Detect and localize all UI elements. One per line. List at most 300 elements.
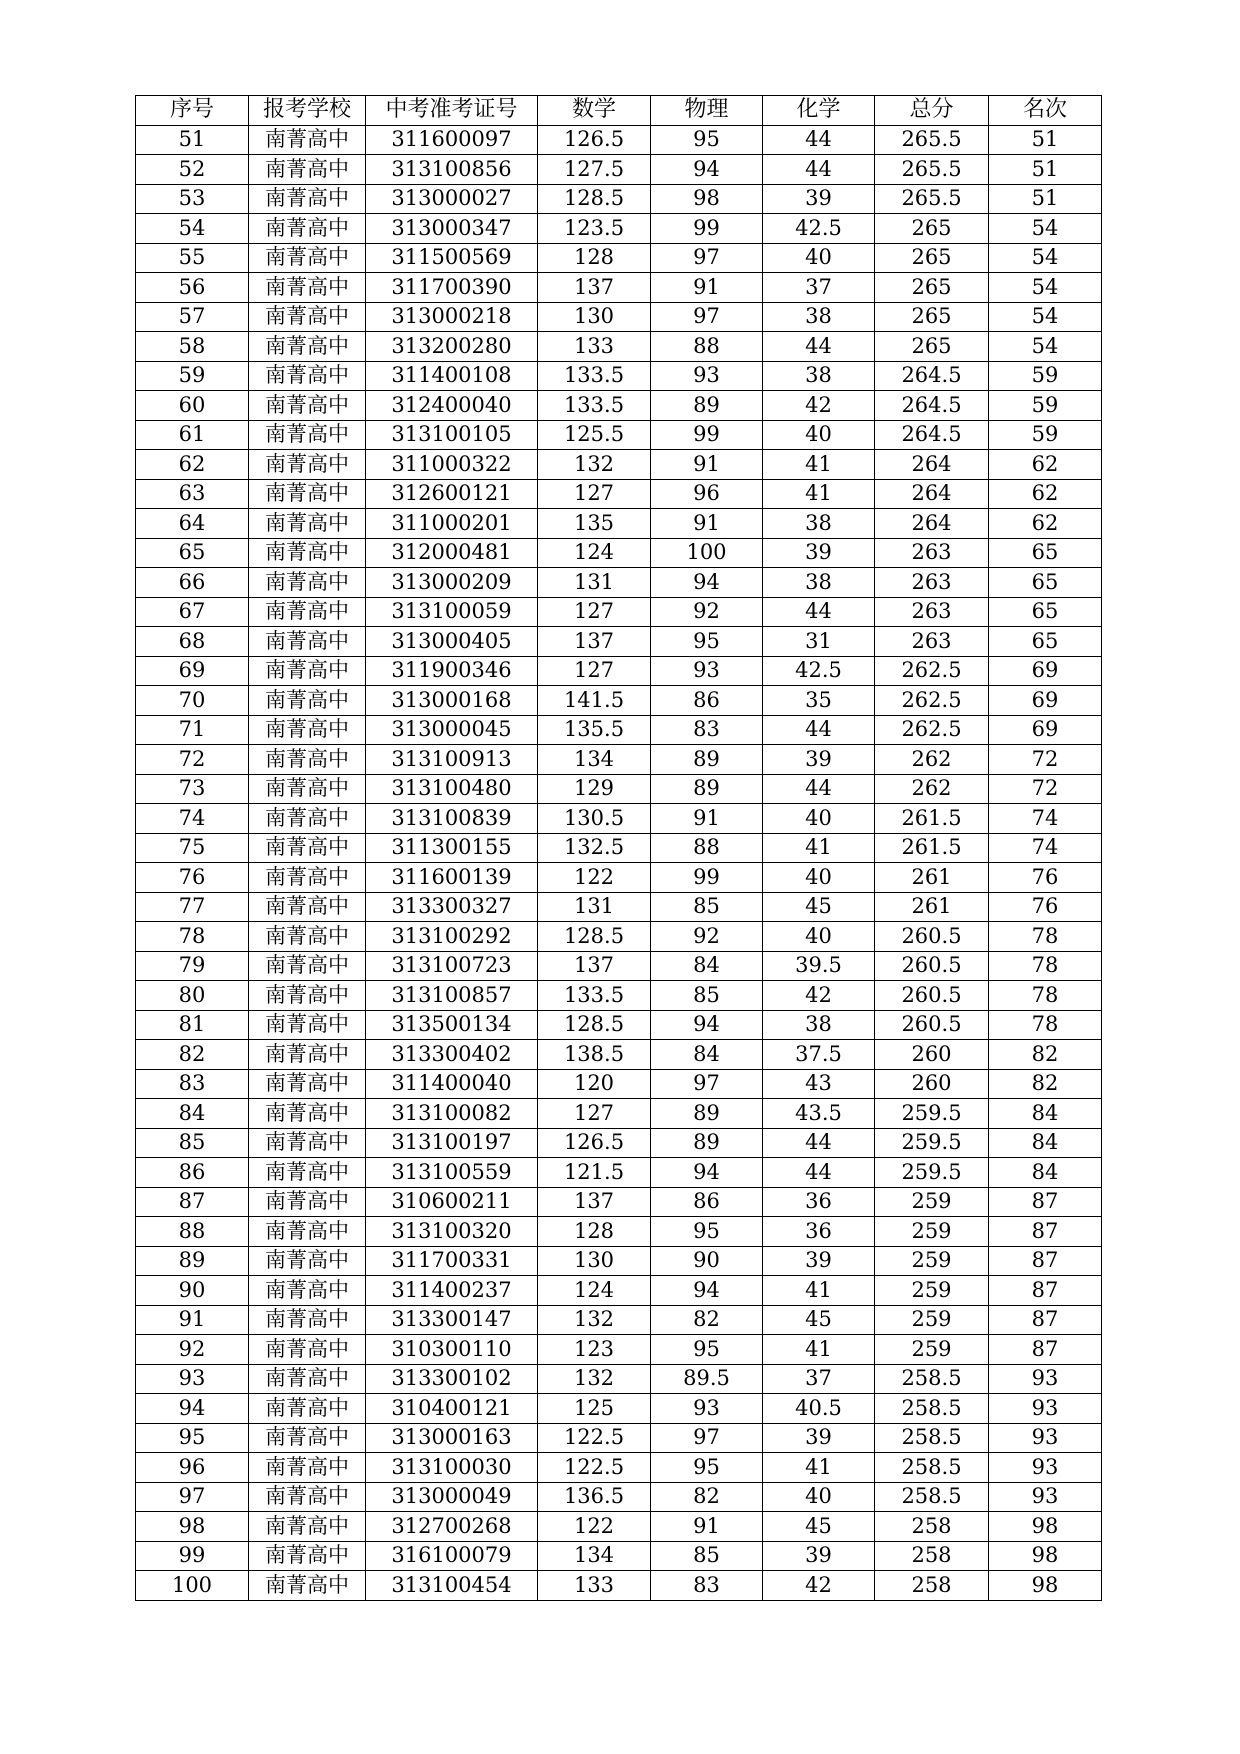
cell-rank: 72 bbox=[989, 774, 1102, 804]
cell-school: 南菁高中 bbox=[249, 686, 366, 716]
table-row bbox=[136, 391, 1102, 421]
cell-physics: 93 bbox=[651, 656, 763, 686]
cell-physics: 89 bbox=[651, 391, 763, 421]
header-exam-id: 中考准考证号 bbox=[366, 96, 538, 126]
cell-total: 265 bbox=[875, 243, 989, 273]
table-row bbox=[136, 1158, 1102, 1188]
cell-seq: 70 bbox=[136, 686, 249, 716]
cell-physics: 97 bbox=[651, 243, 763, 273]
cell-math: 135.5 bbox=[538, 715, 651, 745]
cell-math: 126.5 bbox=[538, 125, 651, 155]
cell-math: 132 bbox=[538, 450, 651, 480]
cell-total: 265.5 bbox=[875, 155, 989, 185]
cell-rank: 76 bbox=[989, 892, 1102, 922]
cell-physics: 94 bbox=[651, 1010, 763, 1040]
table-row bbox=[136, 774, 1102, 804]
cell-rank: 69 bbox=[989, 715, 1102, 745]
cell-math: 128.5 bbox=[538, 922, 651, 952]
cell-chemistry: 38 bbox=[763, 302, 875, 332]
cell-exam-id: 311300155 bbox=[366, 833, 538, 863]
cell-chemistry: 40 bbox=[763, 804, 875, 834]
cell-chemistry: 45 bbox=[763, 1305, 875, 1335]
cell-total: 260 bbox=[875, 1040, 989, 1070]
cell-seq: 98 bbox=[136, 1512, 249, 1542]
cell-school: 南菁高中 bbox=[249, 302, 366, 332]
table-row bbox=[136, 1010, 1102, 1040]
table-row bbox=[136, 155, 1102, 185]
cell-chemistry: 40.5 bbox=[763, 1394, 875, 1424]
cell-seq: 55 bbox=[136, 243, 249, 273]
cell-total: 259 bbox=[875, 1246, 989, 1276]
cell-exam-id: 313000168 bbox=[366, 686, 538, 716]
cell-exam-id: 313100913 bbox=[366, 745, 538, 775]
table-row bbox=[136, 1394, 1102, 1424]
cell-math: 122.5 bbox=[538, 1423, 651, 1453]
cell-rank: 76 bbox=[989, 863, 1102, 893]
cell-school: 南菁高中 bbox=[249, 1482, 366, 1512]
cell-chemistry: 39 bbox=[763, 538, 875, 568]
cell-chemistry: 44 bbox=[763, 155, 875, 185]
cell-school: 南菁高中 bbox=[249, 1069, 366, 1099]
cell-exam-id: 313300147 bbox=[366, 1305, 538, 1335]
cell-total: 261.5 bbox=[875, 804, 989, 834]
cell-seq: 83 bbox=[136, 1069, 249, 1099]
cell-physics: 93 bbox=[651, 1394, 763, 1424]
table-row bbox=[136, 1217, 1102, 1247]
cell-chemistry: 40 bbox=[763, 863, 875, 893]
cell-school: 南菁高中 bbox=[249, 568, 366, 598]
cell-math: 132.5 bbox=[538, 833, 651, 863]
cell-math: 122.5 bbox=[538, 1453, 651, 1483]
cell-seq: 64 bbox=[136, 509, 249, 539]
cell-rank: 78 bbox=[989, 1010, 1102, 1040]
cell-exam-id: 311400108 bbox=[366, 361, 538, 391]
cell-physics: 89 bbox=[651, 774, 763, 804]
table-row bbox=[136, 1040, 1102, 1070]
cell-exam-id: 313100082 bbox=[366, 1099, 538, 1129]
table-row bbox=[136, 332, 1102, 362]
table-row bbox=[136, 1069, 1102, 1099]
cell-seq: 52 bbox=[136, 155, 249, 185]
cell-rank: 51 bbox=[989, 184, 1102, 214]
cell-math: 132 bbox=[538, 1364, 651, 1394]
cell-seq: 67 bbox=[136, 597, 249, 627]
cell-physics: 93 bbox=[651, 361, 763, 391]
cell-school: 南菁高中 bbox=[249, 125, 366, 155]
cell-physics: 83 bbox=[651, 715, 763, 745]
cell-chemistry: 39.5 bbox=[763, 951, 875, 981]
cell-exam-id: 313100030 bbox=[366, 1453, 538, 1483]
cell-school: 南菁高中 bbox=[249, 155, 366, 185]
cell-chemistry: 43.5 bbox=[763, 1099, 875, 1129]
cell-physics: 95 bbox=[651, 1217, 763, 1247]
cell-exam-id: 311600097 bbox=[366, 125, 538, 155]
cell-total: 259 bbox=[875, 1217, 989, 1247]
cell-math: 123.5 bbox=[538, 214, 651, 244]
cell-school: 南菁高中 bbox=[249, 1217, 366, 1247]
cell-chemistry: 41 bbox=[763, 1335, 875, 1365]
cell-seq: 62 bbox=[136, 450, 249, 480]
cell-exam-id: 313000163 bbox=[366, 1423, 538, 1453]
table-row bbox=[136, 302, 1102, 332]
cell-total: 265 bbox=[875, 302, 989, 332]
cell-school: 南菁高中 bbox=[249, 450, 366, 480]
cell-math: 137 bbox=[538, 951, 651, 981]
cell-total: 260.5 bbox=[875, 922, 989, 952]
cell-physics: 99 bbox=[651, 214, 763, 244]
cell-rank: 98 bbox=[989, 1571, 1102, 1601]
cell-school: 南菁高中 bbox=[249, 922, 366, 952]
cell-math: 124 bbox=[538, 538, 651, 568]
table-row bbox=[136, 922, 1102, 952]
table-body bbox=[136, 125, 1102, 1600]
cell-total: 265 bbox=[875, 332, 989, 362]
table-row bbox=[136, 686, 1102, 716]
cell-seq: 63 bbox=[136, 479, 249, 509]
cell-school: 南菁高中 bbox=[249, 1364, 366, 1394]
cell-school: 南菁高中 bbox=[249, 1512, 366, 1542]
cell-total: 259.5 bbox=[875, 1128, 989, 1158]
table-row bbox=[136, 833, 1102, 863]
cell-rank: 93 bbox=[989, 1364, 1102, 1394]
cell-exam-id: 313100723 bbox=[366, 951, 538, 981]
cell-total: 258.5 bbox=[875, 1482, 989, 1512]
cell-physics: 84 bbox=[651, 1040, 763, 1070]
cell-exam-id: 311000201 bbox=[366, 509, 538, 539]
cell-seq: 71 bbox=[136, 715, 249, 745]
cell-math: 123 bbox=[538, 1335, 651, 1365]
cell-rank: 51 bbox=[989, 125, 1102, 155]
cell-math: 122 bbox=[538, 1512, 651, 1542]
cell-chemistry: 45 bbox=[763, 1512, 875, 1542]
cell-exam-id: 313100197 bbox=[366, 1128, 538, 1158]
cell-exam-id: 313500134 bbox=[366, 1010, 538, 1040]
cell-math: 128 bbox=[538, 1217, 651, 1247]
cell-exam-id: 310300110 bbox=[366, 1335, 538, 1365]
cell-seq: 61 bbox=[136, 420, 249, 450]
cell-rank: 93 bbox=[989, 1482, 1102, 1512]
cell-exam-id: 311700390 bbox=[366, 273, 538, 303]
cell-total: 258 bbox=[875, 1571, 989, 1601]
header-physics: 物理 bbox=[651, 96, 763, 126]
cell-seq: 89 bbox=[136, 1246, 249, 1276]
cell-physics: 86 bbox=[651, 686, 763, 716]
cell-math: 133.5 bbox=[538, 981, 651, 1011]
cell-rank: 87 bbox=[989, 1335, 1102, 1365]
cell-school: 南菁高中 bbox=[249, 243, 366, 273]
cell-physics: 97 bbox=[651, 1069, 763, 1099]
cell-total: 265 bbox=[875, 273, 989, 303]
cell-rank: 69 bbox=[989, 656, 1102, 686]
cell-total: 259 bbox=[875, 1335, 989, 1365]
cell-total: 263 bbox=[875, 597, 989, 627]
cell-seq: 77 bbox=[136, 892, 249, 922]
cell-chemistry: 44 bbox=[763, 1128, 875, 1158]
cell-seq: 87 bbox=[136, 1187, 249, 1217]
cell-seq: 51 bbox=[136, 125, 249, 155]
cell-total: 259.5 bbox=[875, 1158, 989, 1188]
cell-school: 南菁高中 bbox=[249, 863, 366, 893]
table-row bbox=[136, 745, 1102, 775]
cell-exam-id: 313000049 bbox=[366, 1482, 538, 1512]
cell-seq: 80 bbox=[136, 981, 249, 1011]
cell-exam-id: 313100856 bbox=[366, 155, 538, 185]
cell-total: 260.5 bbox=[875, 951, 989, 981]
cell-physics: 85 bbox=[651, 981, 763, 1011]
cell-school: 南菁高中 bbox=[249, 951, 366, 981]
cell-exam-id: 313300402 bbox=[366, 1040, 538, 1070]
table-row bbox=[136, 1364, 1102, 1394]
cell-exam-id: 312000481 bbox=[366, 538, 538, 568]
cell-seq: 69 bbox=[136, 656, 249, 686]
cell-rank: 74 bbox=[989, 804, 1102, 834]
cell-physics: 88 bbox=[651, 833, 763, 863]
cell-exam-id: 313000218 bbox=[366, 302, 538, 332]
cell-school: 南菁高中 bbox=[249, 1276, 366, 1306]
cell-school: 南菁高中 bbox=[249, 1099, 366, 1129]
cell-school: 南菁高中 bbox=[249, 1335, 366, 1365]
cell-math: 132 bbox=[538, 1305, 651, 1335]
cell-physics: 85 bbox=[651, 1541, 763, 1571]
cell-total: 258.5 bbox=[875, 1364, 989, 1394]
cell-total: 261 bbox=[875, 892, 989, 922]
cell-math: 126.5 bbox=[538, 1128, 651, 1158]
table-row bbox=[136, 1453, 1102, 1483]
cell-rank: 62 bbox=[989, 479, 1102, 509]
cell-rank: 84 bbox=[989, 1099, 1102, 1129]
cell-total: 263 bbox=[875, 538, 989, 568]
header-school: 报考学校 bbox=[249, 96, 366, 126]
cell-rank: 98 bbox=[989, 1512, 1102, 1542]
cell-exam-id: 313100857 bbox=[366, 981, 538, 1011]
cell-total: 264.5 bbox=[875, 391, 989, 421]
cell-physics: 89.5 bbox=[651, 1364, 763, 1394]
cell-math: 137 bbox=[538, 273, 651, 303]
table-row bbox=[136, 125, 1102, 155]
cell-chemistry: 42.5 bbox=[763, 214, 875, 244]
cell-rank: 84 bbox=[989, 1158, 1102, 1188]
cell-total: 260 bbox=[875, 1069, 989, 1099]
cell-seq: 53 bbox=[136, 184, 249, 214]
cell-school: 南菁高中 bbox=[249, 509, 366, 539]
cell-total: 258 bbox=[875, 1541, 989, 1571]
table-row bbox=[136, 243, 1102, 273]
cell-math: 127.5 bbox=[538, 155, 651, 185]
cell-school: 南菁高中 bbox=[249, 1158, 366, 1188]
cell-math: 133.5 bbox=[538, 361, 651, 391]
cell-chemistry: 41 bbox=[763, 1453, 875, 1483]
table-row bbox=[136, 1423, 1102, 1453]
cell-math: 138.5 bbox=[538, 1040, 651, 1070]
cell-school: 南菁高中 bbox=[249, 1040, 366, 1070]
cell-physics: 89 bbox=[651, 1099, 763, 1129]
cell-math: 133 bbox=[538, 332, 651, 362]
cell-rank: 74 bbox=[989, 833, 1102, 863]
cell-seq: 78 bbox=[136, 922, 249, 952]
cell-chemistry: 39 bbox=[763, 1246, 875, 1276]
cell-rank: 59 bbox=[989, 361, 1102, 391]
cell-seq: 85 bbox=[136, 1128, 249, 1158]
cell-school: 南菁高中 bbox=[249, 833, 366, 863]
cell-physics: 94 bbox=[651, 568, 763, 598]
cell-physics: 91 bbox=[651, 509, 763, 539]
cell-school: 南菁高中 bbox=[249, 1187, 366, 1217]
cell-rank: 54 bbox=[989, 332, 1102, 362]
cell-physics: 96 bbox=[651, 479, 763, 509]
table-row bbox=[136, 1512, 1102, 1542]
cell-math: 135 bbox=[538, 509, 651, 539]
cell-rank: 54 bbox=[989, 273, 1102, 303]
cell-rank: 59 bbox=[989, 420, 1102, 450]
cell-math: 127 bbox=[538, 597, 651, 627]
cell-total: 259 bbox=[875, 1276, 989, 1306]
cell-rank: 65 bbox=[989, 568, 1102, 598]
cell-physics: 92 bbox=[651, 922, 763, 952]
table-row bbox=[136, 1187, 1102, 1217]
cell-physics: 92 bbox=[651, 597, 763, 627]
cell-math: 137 bbox=[538, 627, 651, 657]
cell-physics: 89 bbox=[651, 745, 763, 775]
cell-exam-id: 313100059 bbox=[366, 597, 538, 627]
cell-total: 259.5 bbox=[875, 1099, 989, 1129]
cell-exam-id: 313100839 bbox=[366, 804, 538, 834]
table-row bbox=[136, 1246, 1102, 1276]
cell-exam-id: 313100105 bbox=[366, 420, 538, 450]
cell-rank: 87 bbox=[989, 1305, 1102, 1335]
cell-exam-id: 313300327 bbox=[366, 892, 538, 922]
cell-rank: 78 bbox=[989, 951, 1102, 981]
cell-math: 125 bbox=[538, 1394, 651, 1424]
table-row bbox=[136, 597, 1102, 627]
cell-seq: 60 bbox=[136, 391, 249, 421]
cell-exam-id: 310600211 bbox=[366, 1187, 538, 1217]
score-table bbox=[135, 95, 1102, 1601]
header-rank: 名次 bbox=[989, 96, 1102, 126]
cell-exam-id: 311700331 bbox=[366, 1246, 538, 1276]
cell-school: 南菁高中 bbox=[249, 1571, 366, 1601]
cell-physics: 94 bbox=[651, 1276, 763, 1306]
cell-math: 122 bbox=[538, 863, 651, 893]
table-row bbox=[136, 715, 1102, 745]
cell-school: 南菁高中 bbox=[249, 1010, 366, 1040]
cell-math: 127 bbox=[538, 656, 651, 686]
cell-total: 264 bbox=[875, 509, 989, 539]
cell-physics: 91 bbox=[651, 450, 763, 480]
table-row bbox=[136, 951, 1102, 981]
table-row bbox=[136, 1276, 1102, 1306]
cell-math: 133 bbox=[538, 1571, 651, 1601]
cell-rank: 93 bbox=[989, 1423, 1102, 1453]
cell-seq: 74 bbox=[136, 804, 249, 834]
cell-chemistry: 41 bbox=[763, 833, 875, 863]
cell-exam-id: 311000322 bbox=[366, 450, 538, 480]
cell-exam-id: 313200280 bbox=[366, 332, 538, 362]
cell-math: 128 bbox=[538, 243, 651, 273]
cell-school: 南菁高中 bbox=[249, 1305, 366, 1335]
cell-school: 南菁高中 bbox=[249, 214, 366, 244]
cell-chemistry: 38 bbox=[763, 509, 875, 539]
cell-chemistry: 31 bbox=[763, 627, 875, 657]
cell-school: 南菁高中 bbox=[249, 391, 366, 421]
cell-physics: 90 bbox=[651, 1246, 763, 1276]
cell-exam-id: 311900346 bbox=[366, 656, 538, 686]
cell-rank: 62 bbox=[989, 509, 1102, 539]
cell-rank: 93 bbox=[989, 1453, 1102, 1483]
cell-chemistry: 39 bbox=[763, 1541, 875, 1571]
cell-school: 南菁高中 bbox=[249, 332, 366, 362]
cell-total: 261 bbox=[875, 863, 989, 893]
cell-exam-id: 312600121 bbox=[366, 479, 538, 509]
cell-rank: 65 bbox=[989, 538, 1102, 568]
cell-chemistry: 41 bbox=[763, 479, 875, 509]
cell-total: 264 bbox=[875, 479, 989, 509]
table-row bbox=[136, 1305, 1102, 1335]
cell-seq: 92 bbox=[136, 1335, 249, 1365]
cell-math: 129 bbox=[538, 774, 651, 804]
cell-school: 南菁高中 bbox=[249, 420, 366, 450]
cell-math: 121.5 bbox=[538, 1158, 651, 1188]
cell-rank: 84 bbox=[989, 1128, 1102, 1158]
cell-seq: 81 bbox=[136, 1010, 249, 1040]
table-header-row bbox=[136, 96, 1102, 126]
table-row bbox=[136, 361, 1102, 391]
cell-physics: 88 bbox=[651, 332, 763, 362]
cell-exam-id: 311500569 bbox=[366, 243, 538, 273]
cell-seq: 66 bbox=[136, 568, 249, 598]
cell-seq: 54 bbox=[136, 214, 249, 244]
cell-physics: 83 bbox=[651, 1571, 763, 1601]
cell-total: 258 bbox=[875, 1512, 989, 1542]
cell-exam-id: 311400237 bbox=[366, 1276, 538, 1306]
cell-chemistry: 39 bbox=[763, 184, 875, 214]
cell-chemistry: 36 bbox=[763, 1217, 875, 1247]
cell-rank: 87 bbox=[989, 1187, 1102, 1217]
cell-physics: 91 bbox=[651, 1512, 763, 1542]
cell-chemistry: 38 bbox=[763, 568, 875, 598]
cell-chemistry: 42.5 bbox=[763, 656, 875, 686]
table-row bbox=[136, 1571, 1102, 1601]
cell-chemistry: 42 bbox=[763, 981, 875, 1011]
cell-school: 南菁高中 bbox=[249, 1394, 366, 1424]
cell-rank: 78 bbox=[989, 922, 1102, 952]
cell-total: 260.5 bbox=[875, 981, 989, 1011]
cell-school: 南菁高中 bbox=[249, 627, 366, 657]
cell-chemistry: 41 bbox=[763, 1276, 875, 1306]
cell-exam-id: 313300102 bbox=[366, 1364, 538, 1394]
cell-physics: 82 bbox=[651, 1482, 763, 1512]
cell-physics: 95 bbox=[651, 125, 763, 155]
cell-seq: 93 bbox=[136, 1364, 249, 1394]
cell-school: 南菁高中 bbox=[249, 273, 366, 303]
cell-physics: 91 bbox=[651, 273, 763, 303]
cell-chemistry: 38 bbox=[763, 1010, 875, 1040]
cell-math: 131 bbox=[538, 568, 651, 598]
cell-physics: 95 bbox=[651, 1335, 763, 1365]
cell-math: 133.5 bbox=[538, 391, 651, 421]
cell-school: 南菁高中 bbox=[249, 1541, 366, 1571]
cell-physics: 99 bbox=[651, 420, 763, 450]
cell-rank: 62 bbox=[989, 450, 1102, 480]
header-chemistry: 化学 bbox=[763, 96, 875, 126]
cell-school: 南菁高中 bbox=[249, 538, 366, 568]
table-row bbox=[136, 509, 1102, 539]
cell-school: 南菁高中 bbox=[249, 1128, 366, 1158]
cell-math: 130 bbox=[538, 1246, 651, 1276]
table-row bbox=[136, 1541, 1102, 1571]
cell-chemistry: 40 bbox=[763, 420, 875, 450]
cell-math: 127 bbox=[538, 479, 651, 509]
cell-school: 南菁高中 bbox=[249, 656, 366, 686]
